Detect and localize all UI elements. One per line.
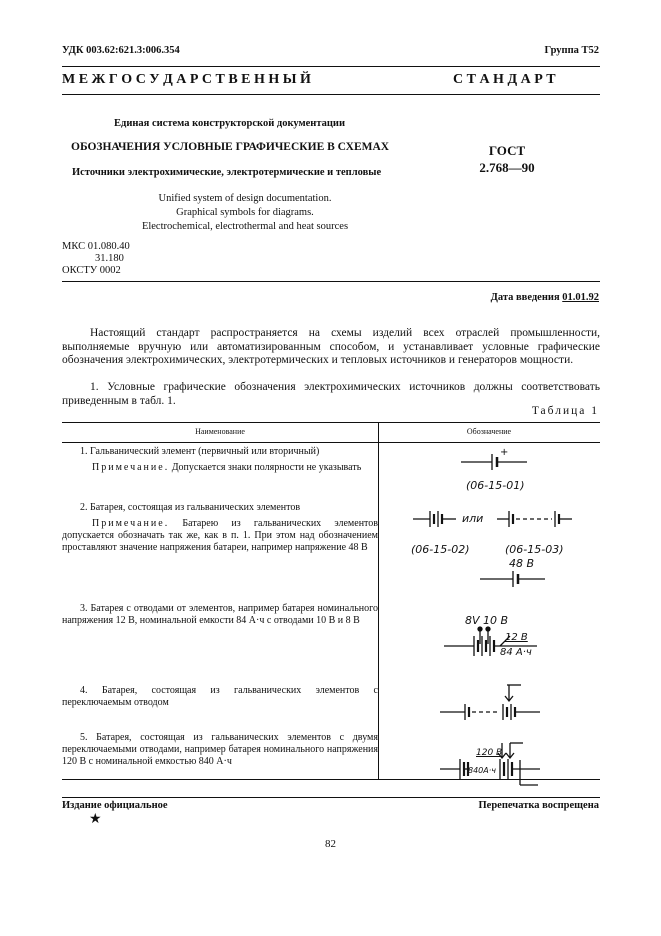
or-label: или [462, 512, 484, 525]
column-header-name: Наименование [195, 427, 245, 436]
symbol-code-06-15-02: (06-15-02) [411, 543, 470, 556]
column-header-symbol: Обозначение [466, 427, 512, 436]
row-1-name: 1. Гальванический элемент (первичный или вторичный) [80, 446, 320, 457]
symbol-code-06-15-03: (06-15-03) [505, 543, 564, 556]
okstu-code: ОКСТУ 0002 [62, 265, 121, 276]
gost-number: 2.768—90 [479, 160, 535, 175]
tap-voltages-label: 8V 10 В [465, 614, 509, 627]
voltage-48v-label: 48 В [509, 557, 535, 570]
system-title: Единая система конструкторской документации [114, 118, 345, 129]
table-caption: Таблица 1 [531, 405, 599, 417]
plus-sign: + [500, 447, 509, 458]
page-number: 82 [325, 838, 336, 850]
row-2-note-label: Примечание. [92, 518, 170, 529]
battery-symbol-a [413, 511, 456, 527]
battery-symbol-b [497, 511, 572, 527]
main-title: ОБОЗНАЧЕНИЯ УСЛОВНЫЕ ГРАФИЧЕСКИЕ В СХЕМАХ [71, 141, 390, 153]
battery-switchable-tap-symbol [440, 685, 540, 720]
effective-date-label: Дата введения [490, 292, 560, 303]
battery-48v-symbol [480, 571, 545, 587]
row-1-note: Допускается знаки полярности не указывать [171, 462, 362, 473]
symbol-code-06-15-01: (06-15-01) [466, 479, 525, 492]
subtitle: Источники электрохимические, электротермические и тепловые [72, 167, 382, 178]
point-1-paragraph: 1. Условные графические обозначения электрохимических источников должны соответствовать приведенным в табл. 1. [62, 381, 600, 407]
star-icon: ★ [89, 812, 102, 827]
row-2-note: Батарею из гальванических элементов допускается обозначать так же, как в п. 1. При этом над обозначением проставляют значение напряжения батареи, например напряжение 48 В [62, 518, 378, 553]
english-title-line: Electrochemical, electrothermal and heat sources [141, 221, 349, 232]
voltage-12v-label: 12 В [505, 632, 528, 643]
voltage-120v-label: 120 В [476, 748, 503, 758]
row-2-name: 2. Батарея, состоящая из гальванических элементов [80, 502, 301, 513]
banner-standard: С Т А Н Д А Р Т [453, 72, 556, 87]
reprint-notice: Перепечатка воспрещена [478, 800, 599, 811]
udk-code: УДК 003.62:621.3:006.354 [62, 45, 180, 56]
english-title-line: Graphical symbols for diagrams. [176, 207, 314, 218]
english-title-line: Unified system of design documentation. [158, 193, 332, 204]
mks-code: МКС 01.080.40 [62, 241, 130, 252]
capacity-840ah-label: 840А·ч [468, 766, 497, 775]
gost-label: ГОСТ [488, 143, 526, 158]
footer-rule [62, 797, 600, 798]
official-edition: Издание официальное [62, 800, 168, 811]
row-1-note-label: Примечание. [92, 462, 170, 473]
row-4-name: 4. Батарея, состоящая из гальванических элементов с переключаемым отводом [62, 685, 378, 708]
banner-interstate: М Е Ж Г О С У Д А Р С Т В Е Н Н Ы Й [62, 72, 311, 87]
row-3-name: 3. Батарея с отводами от элементов, например батарея номинального напряжения 12 В, номинальной емкости 84 А·ч с отводами 10 В и 8 В [62, 603, 378, 626]
intro-paragraph: Настоящий стандарт распространяется на схемы изделий всех отраслей промышленности, выполняемые вручную или автоматизированным способом, и устанавливает условные графические обозначения электрохимических, электротермических и тепловых источников и генераторов мощности. [62, 327, 600, 366]
mks-code-2: 31.180 [95, 253, 124, 264]
galvanic-cell-symbol [461, 454, 527, 470]
effective-date-value: 01.01.92 [562, 292, 599, 303]
row-5-name: 5. Батарея, состоящая из гальванических элементов с двумя переключаемыми отводами, например батарея номинального напряжения 120 В с номинальной емкостью 840 А·ч [62, 732, 378, 767]
capacity-84ah-label: 84 А·ч [500, 647, 532, 658]
group-code: Группа Т52 [544, 45, 599, 56]
